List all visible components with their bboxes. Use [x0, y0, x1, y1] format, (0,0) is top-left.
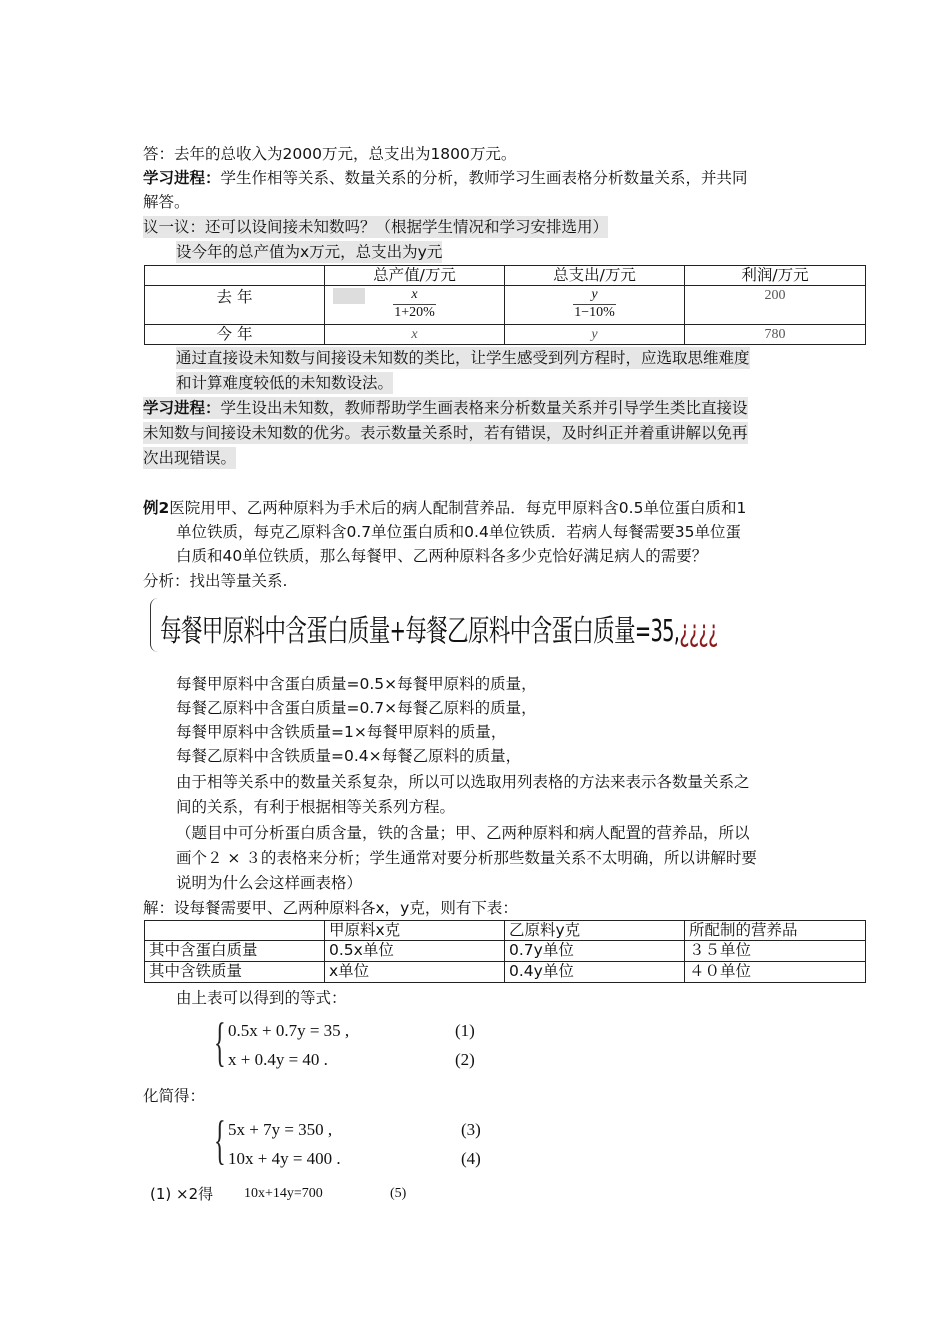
relation-1: 每餐甲原料中含蛋白质量=0.5×每餐甲原料的质量，	[176, 675, 537, 693]
cell-last-year-profit: 200	[685, 286, 866, 325]
assume-line: 设今年的总产值为x万元，总支出为y元	[176, 243, 443, 261]
step-5-label: (1) ×2得	[150, 1185, 214, 1203]
equation-1: 0.5x + 0.7y = 35 ,	[228, 1021, 350, 1040]
discussion-line: 议一议：还可以设间接未知数吗？（根据学生情况和学习安排选用）	[143, 218, 609, 236]
row-label-last-year: 去 年	[145, 286, 325, 325]
cell-last-year-expense	[505, 286, 685, 325]
step-5-equation: 10x+14y=700	[244, 1186, 323, 1201]
equation-3-number: (3)	[461, 1120, 481, 1139]
example-2	[143, 497, 746, 519]
analogy-line-1: 通过直接设未知数与间接设未知数的类比，让学生感受到列方程时，应选取思维难度	[176, 349, 750, 367]
cell-iron-total: ４０单位	[685, 962, 866, 983]
equation-2: x + 0.4y = 40 .	[228, 1050, 328, 1069]
example-label: 例2	[143, 499, 170, 517]
equation-4: 10x + 4y = 400 .	[228, 1149, 341, 1168]
cell-protein-total: ３５单位	[685, 941, 866, 962]
relation-2: 每餐乙原料中含蛋白质量=0.7×每餐乙原料的质量，	[176, 699, 537, 717]
note-b: 画个２ × ３的表格来分析；学生通常对要分析那些数量关系不太明确，所以讲解时要	[176, 849, 757, 867]
example-2-cont2: 白质和40单位铁质，那么每餐甲、乙两种原料各多少克恰好满足病人的需要？	[176, 547, 708, 565]
relation-4: 每餐乙原料中含铁质量=0.4×每餐乙原料的质量，	[176, 747, 522, 765]
frac-num: x	[393, 286, 435, 305]
cell-protein-b: 0.7y单位	[505, 941, 685, 962]
brace-icon: {	[214, 1012, 226, 1072]
learning-progress-2-cont2: 次出现错误。	[143, 449, 237, 467]
from-table-line: 由上表可以得到的等式：	[176, 989, 347, 1007]
frac-den: 1−10%	[574, 305, 615, 320]
step-5-number: (5)	[390, 1186, 407, 1201]
note-a: （题目中可分析蛋白质含量，铁的含量；甲、乙两种原料和病人配置的营养品，所以	[176, 824, 750, 842]
table-header-cell: 甲原料x克	[325, 921, 505, 941]
learning-progress-text: 学生设出未知数，教师帮助学生画表格来分析数量关系并引导学生类比直接设	[220, 399, 748, 417]
table-profit	[144, 265, 866, 345]
cell-this-year-expense: y	[505, 325, 685, 345]
cell-last-year-output	[325, 286, 505, 325]
analysis-line: 分析：找出等量关系.	[143, 572, 288, 590]
learning-progress-2-cont: 未知数与间接设未知数的优劣。表示数量关系时，若有错误，及时纠正并着重讲解以免再	[143, 424, 748, 442]
equation-2-number: (2)	[455, 1050, 475, 1069]
learning-progress-label: 学习进程：	[143, 399, 221, 417]
relation-5b: 间的关系，有利于根据相等关系列方程。	[176, 798, 456, 816]
garbled-glyphs: ¿¿¿¿	[679, 614, 718, 649]
relation-3: 每餐甲原料中含铁质量=1×每餐甲原料的质量，	[176, 723, 507, 741]
simplify-label: 化简得：	[143, 1087, 206, 1105]
cell-iron-a: x单位	[325, 962, 505, 983]
table-nutrition	[144, 920, 866, 983]
table-header-cell: 利润/万元	[685, 266, 866, 286]
row-label-this-year: 今 年	[145, 325, 325, 345]
example-text: 医院用甲、乙两种原料为手术后的病人配制营养品．每克甲原料含0.5单位蛋白质和1	[169, 499, 747, 517]
big-equation-text: 每餐甲原料中含蛋白质量+每餐乙原料中含蛋白质量=35,	[160, 614, 680, 649]
frac-den: 1+20%	[394, 305, 435, 320]
equation-1-number: (1)	[455, 1021, 475, 1040]
example-2-cont: 单位铁质，每克乙原料含0.7单位蛋白质和0.4单位铁质．若病人每餐需要35单位蛋	[176, 523, 742, 541]
equation-4-number: (4)	[461, 1149, 481, 1168]
cell-iron-b: 0.4y单位	[505, 962, 685, 983]
relation-5a: 由于相等关系中的数量关系复杂，所以可以选取用列表格的方法来表示各数量关系之	[176, 773, 750, 791]
table-header-cell: 总支出/万元	[505, 266, 685, 286]
equation-3: 5x + 7y = 350 ,	[228, 1120, 333, 1139]
learning-progress-1-cont: 解答。	[143, 193, 190, 211]
table-header-cell	[145, 921, 325, 941]
learning-progress-label: 学习进程：	[143, 169, 221, 187]
note-c: 说明为什么会这样画表格）	[176, 874, 363, 892]
row-label-protein: 其中含蛋白质量	[145, 941, 325, 962]
learning-progress-1	[143, 167, 748, 189]
table-header-cell	[145, 266, 325, 286]
analogy-line-2: 和计算难度较低的未知数设法。	[176, 374, 394, 392]
row-label-iron: 其中含铁质量	[145, 962, 325, 983]
table-header-cell: 所配制的营养品	[685, 921, 866, 941]
brace-icon: {	[214, 1110, 226, 1170]
solution-line: 解：设每餐需要甲、乙两种原料各x，y克，则有下表：	[143, 899, 518, 917]
cell-this-year-output: x	[325, 325, 505, 345]
table-header-cell: 总产值/万元	[325, 266, 505, 286]
answer-line: 答：去年的总收入为2000万元，总支出为1800万元。	[143, 145, 517, 163]
learning-progress-text: 学生作相等关系、数量关系的分析，教师学习生画表格分析数量关系，并共同	[220, 169, 748, 187]
cell-protein-a: 0.5x单位	[325, 941, 505, 962]
cell-this-year-profit: 780	[685, 325, 866, 345]
frac-num: y	[573, 286, 615, 305]
table-header-cell: 乙原料y克	[505, 921, 685, 941]
big-equation	[160, 606, 718, 650]
learning-progress-2	[143, 397, 748, 419]
